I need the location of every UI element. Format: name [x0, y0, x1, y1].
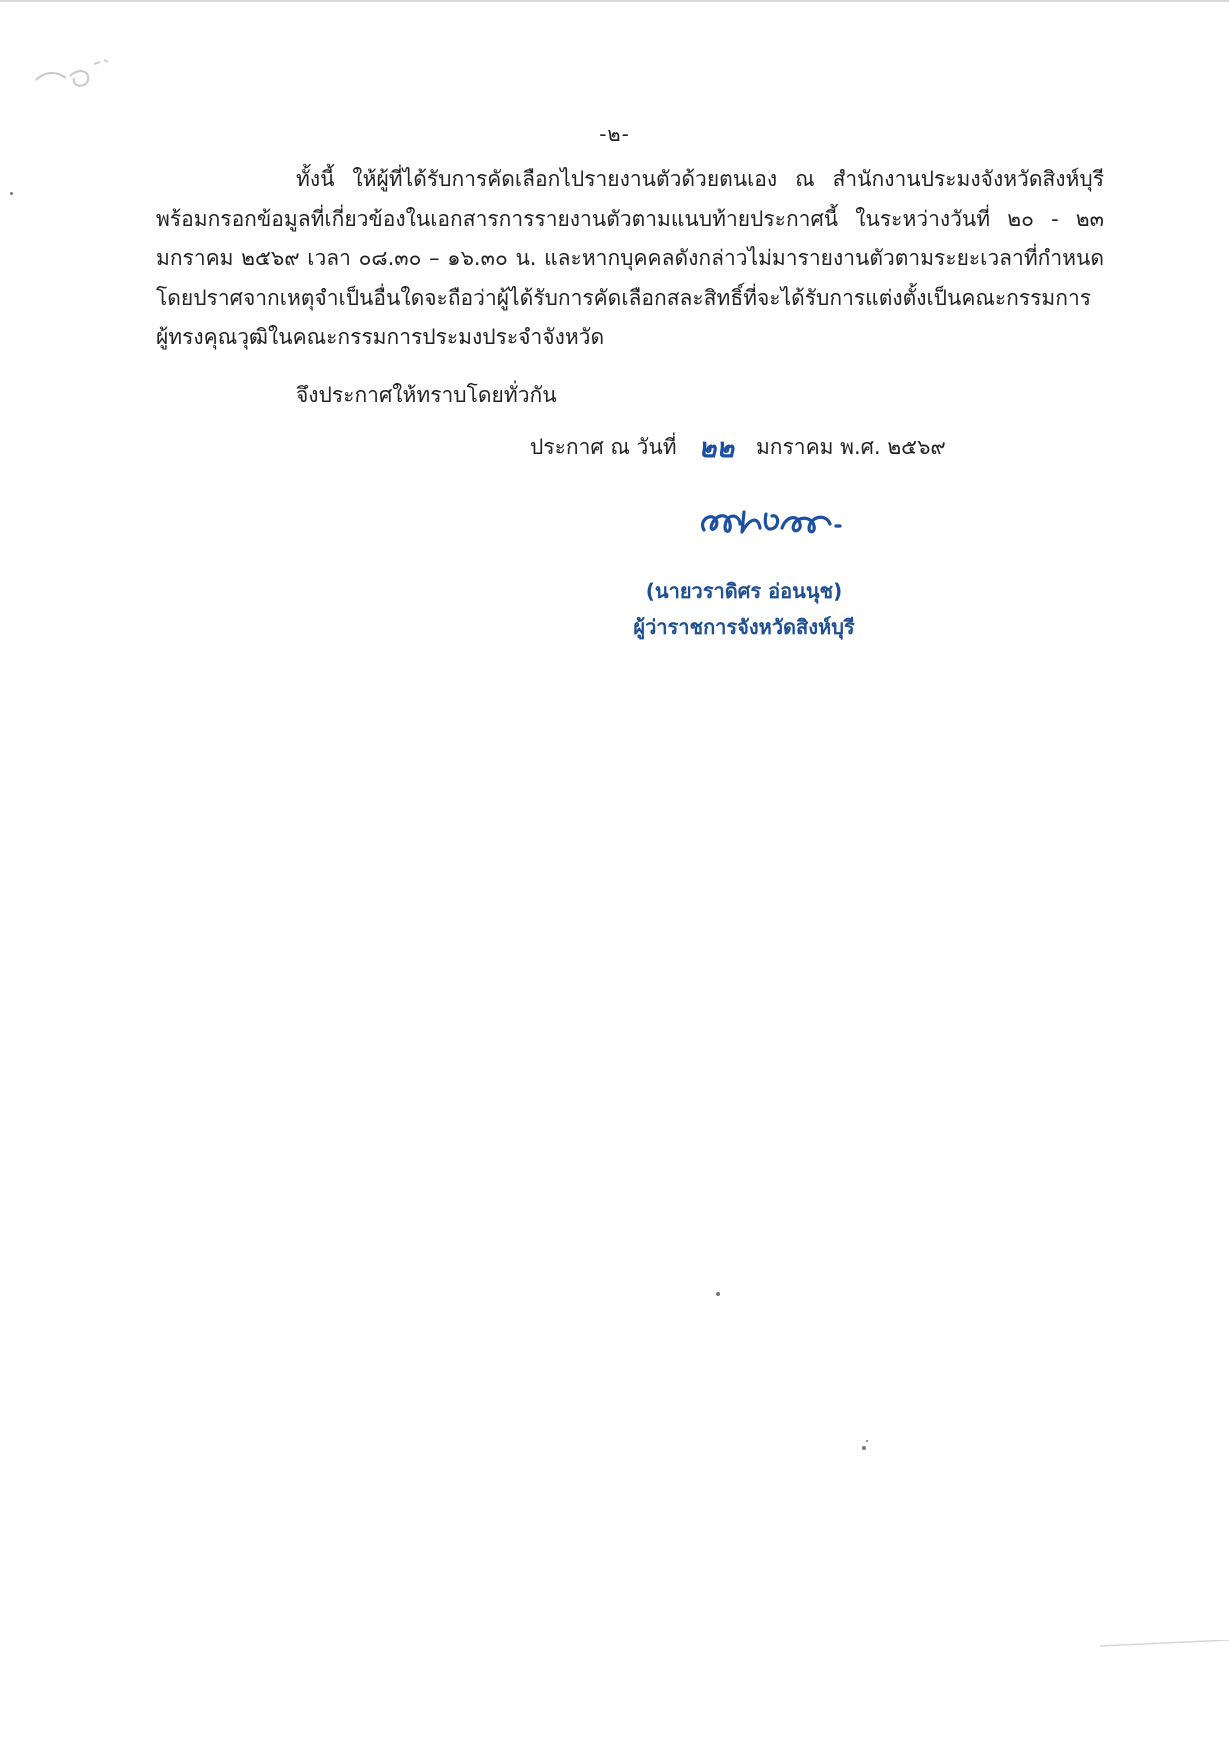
closing-line: จึงประกาศให้ทราบโดยทั่วกัน — [296, 383, 557, 407]
page-number: -๒- — [599, 122, 630, 146]
scan-edge — [0, 0, 1229, 2]
signatory-name: (นายวราดิศร อ่อนนุช) — [645, 579, 843, 603]
pen-mark — [28, 50, 118, 98]
dateline-suffix: มกราคม พ.ศ. ๒๕๖๙ — [755, 435, 946, 459]
signatory-position: ผู้ว่าราชการจังหวัดสิงห์บุรี — [633, 615, 855, 639]
scan-speck — [716, 1292, 720, 1296]
body-paragraph-text: ทั้งนี้ ให้ผู้ที่ได้รับการคัดเลือกไปรายงานตัวด้วยตนเอง ณ สำนักงานประมงจังหวัดสิงห์บุรี พร้อมกรอกข้อมูลที่เกี่ยวข้องในเอกสารการรายงานตัวตามแนบท้ายประกาศนี้ ในระหว่างวันที่ ๒๐ - ๒๓ มกราคม ๒๕๖๙ เวลา ๐๘.๓๐ – ๑๖.๓๐ น. และหากบุคคลดังกล่าวไม่มารายงานตัวตามระยะเวลาที่กำหนด โดยปราศจากเหตุจำเป็นอื่นใดจะถือว่าผู้ได้รับการคัดเลือกสละสิทธิ์ที่จะได้รับการแต่งตั้งเป็นคณะกรรมการ ผู้ทรงคุณวุฒิในคณะกรรมการประมงประจำจังหวัด — [156, 167, 1104, 349]
scan-speck — [862, 1446, 866, 1450]
scan-speck — [10, 192, 13, 195]
handwritten-day: ๒๒ — [698, 433, 735, 464]
announcement-dateline — [530, 432, 946, 464]
dateline-prefix: ประกาศ ณ วันที่ — [530, 435, 677, 459]
handwritten-signature — [694, 494, 864, 544]
corner-crease — [1100, 1640, 1229, 1742]
body-paragraph — [156, 160, 1104, 358]
scan-speck — [866, 1440, 868, 1442]
